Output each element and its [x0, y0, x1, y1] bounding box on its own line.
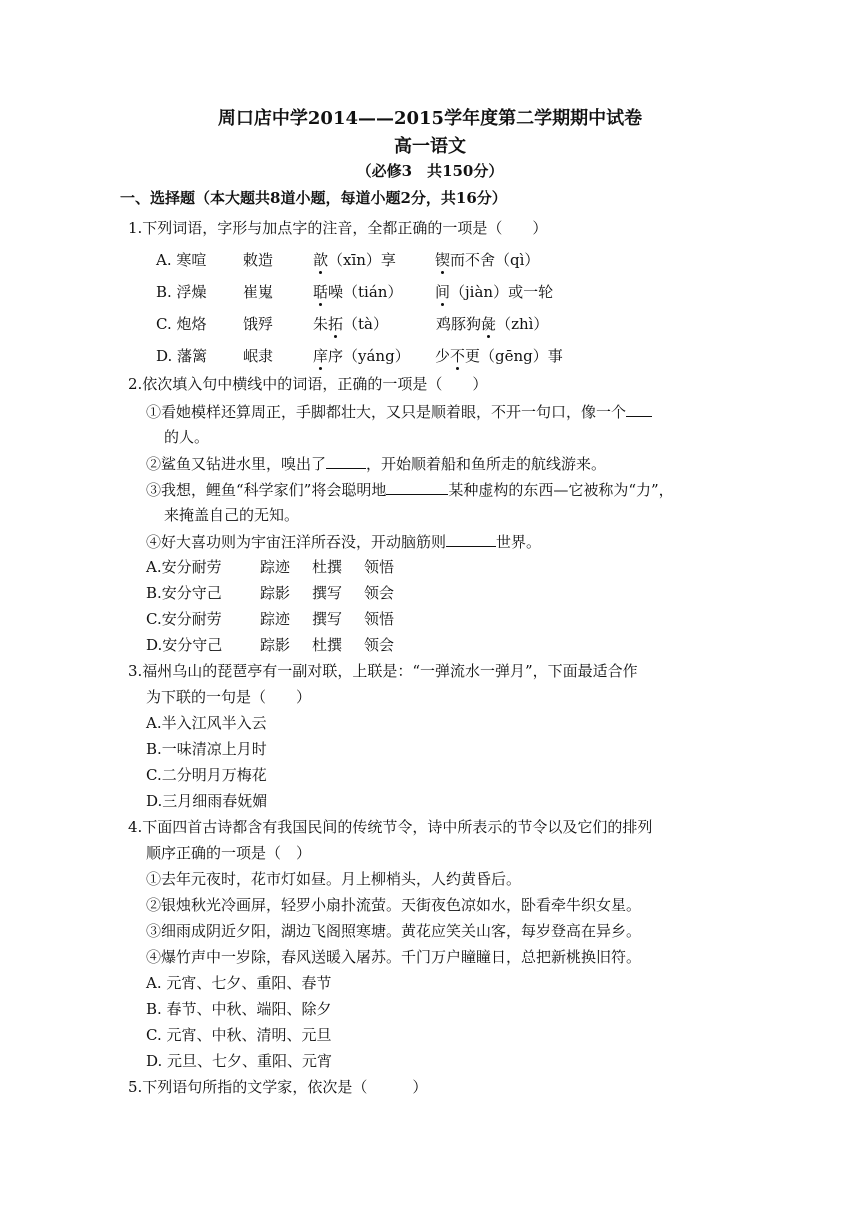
- q2d-4: 领会: [364, 636, 395, 654]
- q1b-word2: 崔嵬: [243, 283, 274, 301]
- q1b-word3: 噪（tián）: [328, 283, 403, 301]
- q2-blank-4: [446, 531, 496, 547]
- q2-s4-text: ④好大喜功则为宇宙汪洋所吞没，开动脑筋则: [146, 533, 447, 551]
- q2-blank-1: [626, 401, 652, 417]
- q2c-2: 踪迹: [260, 610, 291, 628]
- q1d-word4: （gēng）事: [480, 347, 563, 365]
- q1b-dotted-char2: 间: [435, 283, 451, 301]
- q1a-word2: 敕造: [243, 251, 274, 269]
- q2-sentence-1-cont: 的人。: [164, 428, 210, 446]
- question-5-stem: 5.下列语句所指的文学家，依次是（ ）: [128, 1078, 428, 1096]
- q3-option-b: B.一味清凉上月时: [146, 740, 267, 758]
- q2-option-c: [146, 609, 394, 629]
- q4-option-d: D. 元旦、七夕、重阳、元宵: [146, 1052, 333, 1070]
- q2b-4: 领会: [364, 584, 395, 602]
- q1a-dotted-char2: 锲: [435, 251, 451, 269]
- q4-option-b: B. 春节、中秋、端阳、除夕: [146, 1000, 332, 1018]
- section-heading: 一、选择题（本大题共8道小题，每道小题2分，共16分）: [120, 189, 507, 207]
- q2d-3: 杜撰: [312, 636, 343, 654]
- q1c-dotted-char: 拓: [328, 315, 344, 333]
- q1d-word1: D. 藩篱: [156, 347, 208, 365]
- q2b-2: 踪影: [260, 584, 291, 602]
- q1a-dotted-char: 歆: [313, 251, 329, 269]
- q2c-4: 领悟: [364, 610, 395, 628]
- q1b-word1: B. 浮燥: [156, 283, 207, 301]
- q2-s1-text: ①看她模样还算周正，手脚都壮大，又只是顺着眼，不开一句口，像一个: [146, 403, 627, 421]
- question-4-stem-cont: 顺序正确的一项是（ ）: [146, 844, 312, 862]
- q1-option-a: [156, 250, 539, 270]
- q4-poem-4: ④爆竹声中一岁除，春风送暖入屠苏。千门万户瞳瞳日，总把新桃换旧符。: [146, 948, 642, 966]
- question-3-stem: 3.福州乌山的琵琶亭有一副对联，上联是：“一弹流水一弹月”，下面最适合作: [128, 662, 638, 680]
- q1d-word3: 序（yáng）: [328, 347, 410, 365]
- q4-poem-1: ①去年元夜时，花市灯如昼。月上柳梢头，人约黄昏后。: [146, 870, 522, 888]
- q4-option-a: A. 元宵、七夕、重阳、春节: [146, 974, 332, 992]
- question-1-stem: 1.下列词语，字形与加点字的注音，全都正确的一项是（ ）: [128, 219, 548, 237]
- q2-sentence-3: [146, 479, 674, 500]
- q2d-1: D.安分守己: [146, 636, 223, 654]
- q1c-word3: （tà）: [343, 315, 389, 333]
- q2-s4-tail: 世界。: [496, 533, 542, 551]
- q2a-3: 杜撰: [312, 558, 343, 576]
- q1c-word1: C. 炮烙: [156, 315, 207, 333]
- q2a-2: 踪迹: [260, 558, 291, 576]
- q1c-char: 朱: [313, 315, 329, 333]
- q2-s2-text: ②鲨鱼又钻进水里，嗅出了: [146, 455, 327, 473]
- q2-sentence-2: [146, 453, 606, 474]
- q1-option-b: [156, 282, 553, 302]
- q3-option-d: D.三月细雨春妩媚: [146, 792, 268, 810]
- q2-option-d: [146, 635, 394, 655]
- q1d-dotted-char: 庠: [313, 347, 329, 365]
- q2-sentence-1: [146, 401, 652, 422]
- q1d-word2: 岷隶: [243, 347, 274, 365]
- q2c-3: 撰写: [312, 610, 343, 628]
- q2b-1: B.安分守己: [146, 584, 222, 602]
- q2a-4: 领悟: [364, 558, 395, 576]
- q1a-word1: A. 寒喧: [156, 251, 207, 269]
- q2c-1: C.安分耐劳: [146, 610, 222, 628]
- q1-option-d: [156, 346, 563, 366]
- q4-poem-2: ②银烛秋光冷画屏，轻罗小扇扑流萤。天街夜色凉如水，卧看牵牛织女星。: [146, 896, 642, 914]
- exam-scope: （必修3 共150分）: [356, 162, 504, 180]
- q2-blank-2: [326, 453, 366, 469]
- question-2-stem: 2.依次填入句中横线中的词语，正确的一项是（ ）: [128, 375, 488, 393]
- q2-sentence-3-cont: 来掩盖自己的无知。: [164, 506, 300, 524]
- q2-s2-tail: ，开始顺着船和鱼所走的航线游来。: [366, 455, 607, 473]
- q1a-word4: 而不舍（qì）: [450, 251, 540, 269]
- q2-sentence-4: [146, 531, 541, 552]
- question-3-stem-cont: 为下联的一句是（ ）: [146, 688, 312, 706]
- q1c-word5: （zhì）: [496, 315, 549, 333]
- question-4-stem: 4.下面四首古诗都含有我国民间的传统节令，诗中所表示的节令以及它们的排列: [128, 818, 653, 836]
- q1d-dotted-char2: 少不更: [435, 347, 481, 365]
- exam-title: 周口店中学2014——2015学年度第二学期期中试卷: [217, 108, 643, 129]
- q2-option-b: [146, 583, 394, 603]
- q2b-3: 撰写: [312, 584, 343, 602]
- q1c-word4: 鸡豚狗: [436, 315, 482, 333]
- q2a-1: A.安分耐劳: [146, 558, 222, 576]
- q1c-word2: 饿殍: [243, 315, 274, 333]
- q1b-word4: （jiàn）或一轮: [450, 283, 554, 301]
- q3-option-a: A.半入江风半入云: [146, 714, 267, 732]
- q2-s3-tail: 某种虚构的东西—它被称为“力”，: [448, 481, 674, 499]
- exam-subject: 高一语文: [394, 136, 466, 157]
- q1-option-c: [156, 314, 548, 334]
- q2-option-a: [146, 557, 394, 577]
- q2d-2: 踪影: [260, 636, 291, 654]
- q4-option-c: C. 元宵、中秋、清明、元旦: [146, 1026, 332, 1044]
- q2-s3-text: ③我想，鲤鱼“科学家们”将会聪明地: [146, 481, 387, 499]
- q3-option-c: C.二分明月万梅花: [146, 766, 267, 784]
- q1a-word3: （xīn）享: [328, 251, 396, 269]
- q1c-dotted-char2: 彘: [481, 315, 497, 333]
- q1b-dotted-char: 聒: [313, 283, 329, 301]
- q2-blank-3: [386, 479, 448, 495]
- q4-poem-3: ③细雨成阴近夕阳，湖边飞阁照寒塘。黄花应笑关山客，每岁登高在异乡。: [146, 922, 642, 940]
